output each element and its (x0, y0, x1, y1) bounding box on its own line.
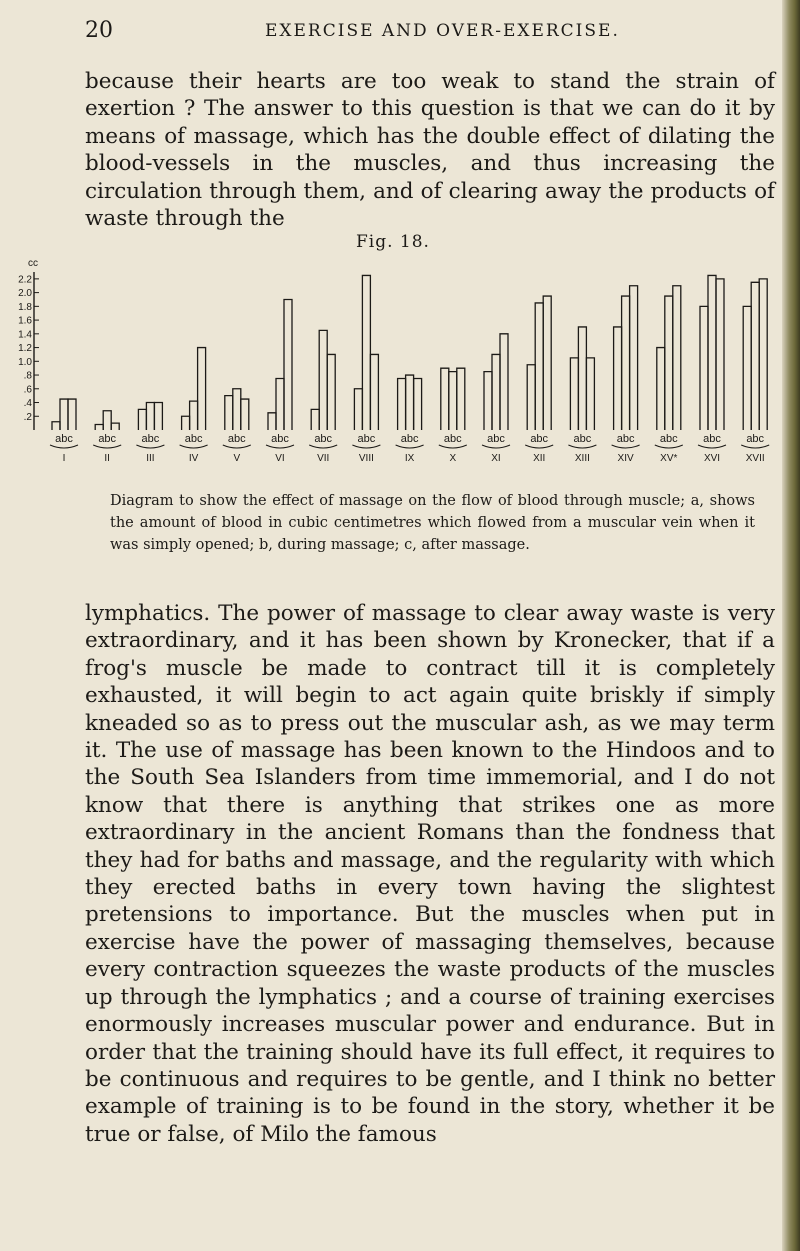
group-label: abc (659, 433, 678, 445)
y-tick-label: 1.4 (18, 329, 32, 341)
unit-label: cc (28, 258, 38, 269)
bar-a (182, 416, 190, 430)
bar-b (535, 303, 543, 430)
category-label: VI (275, 453, 285, 464)
header-title: EXERCISE AND OVER-EXERCISE. (265, 21, 620, 41)
category-label: X (449, 453, 457, 464)
group-label: abc (487, 433, 505, 445)
category-labels (63, 453, 765, 464)
bar-c (284, 299, 292, 430)
y-tick-label: 2.0 (18, 288, 32, 300)
group-brace (741, 445, 769, 448)
bar-c (673, 286, 681, 430)
group-brace (266, 445, 294, 448)
bar-a (657, 348, 665, 430)
y-tick-label: 2.2 (18, 274, 32, 286)
bar-chart (0, 252, 780, 492)
bar-b (319, 330, 327, 430)
category-label: XVI (703, 453, 721, 464)
group-brace (136, 445, 164, 448)
paragraph-top: because their hearts are too weak to stand the strain of exertion ? The answer to this question is that we can do it by means of massage, which has the double effect of dilating the blood-vessels in the muscles, and thus increasing the circulation through them, and of clearing away the products of waste through the (85, 69, 775, 232)
y-tick-label: .2 (23, 411, 32, 423)
group-brace (396, 445, 424, 448)
bar-a (354, 389, 362, 430)
category-label: XVII (745, 453, 765, 464)
bar-b (622, 296, 630, 430)
group-label: abc (98, 433, 117, 445)
bar-a (614, 327, 622, 430)
category-label: V (233, 453, 241, 464)
group-brace (309, 445, 337, 448)
group-brace (525, 445, 553, 448)
bar-a (268, 413, 276, 430)
group-brace (180, 445, 208, 448)
y-tick-label: 1.6 (18, 315, 32, 327)
bar-c (716, 279, 724, 430)
bar-a (138, 409, 146, 430)
group-brace (93, 445, 121, 448)
group-label: abc (357, 433, 376, 445)
y-tick-label: 1.2 (18, 343, 32, 355)
bars (52, 275, 767, 430)
bar-a (398, 378, 406, 430)
y-tick-label: .4 (23, 398, 32, 410)
group-labels (50, 433, 769, 448)
category-label: I (62, 453, 66, 464)
group-brace (223, 445, 251, 448)
bar-c (759, 279, 767, 430)
bar-b (406, 375, 414, 430)
group-label: abc (703, 433, 721, 445)
y-tick-label: 1.0 (18, 356, 32, 368)
bar-b (665, 296, 673, 430)
bar-b (449, 372, 457, 430)
category-label: III (146, 453, 155, 464)
bar-c (198, 348, 206, 430)
bar-c (457, 368, 465, 430)
group-label: abc (616, 433, 635, 445)
group-label: abc (271, 433, 289, 445)
bar-b (233, 389, 241, 430)
y-tick-label: .6 (23, 384, 32, 396)
group-label: abc (573, 433, 592, 445)
bar-b (190, 401, 198, 430)
category-label: XII (533, 453, 546, 464)
group-label: abc (530, 433, 549, 445)
group-label: abc (400, 433, 419, 445)
bar-c (327, 354, 335, 430)
group-brace (50, 445, 78, 448)
bar-b (751, 282, 759, 430)
figure-caption: Diagram to show the effect of massage on the flow of blood through muscle; a, shows the amount of blood in cubic centimetres which flowed from a muscular vein when it was simply opened; b, during massage; c, after massage. (110, 493, 755, 553)
bar-a (95, 425, 103, 430)
bar-a (527, 365, 535, 430)
bar-a (225, 396, 233, 430)
group-label: abc (184, 433, 203, 445)
bar-b (492, 354, 500, 430)
category-label: VII (317, 453, 330, 464)
bar-c (586, 358, 594, 430)
bar-c (111, 423, 119, 430)
bar-a (441, 368, 449, 430)
category-label: IX (404, 453, 415, 464)
figure-label: Fig. 18. (356, 232, 430, 252)
group-brace (612, 445, 640, 448)
bar-c (543, 296, 551, 430)
group-brace (655, 445, 683, 448)
bar-a (570, 358, 578, 430)
group-brace (568, 445, 596, 448)
bar-a (311, 409, 319, 430)
bar-c (154, 403, 162, 430)
bar-a (484, 372, 492, 430)
bar-b (276, 378, 284, 430)
group-label: abc (314, 433, 333, 445)
page-number: 20 (85, 18, 113, 43)
category-label: IV (188, 453, 199, 464)
bar-b (60, 399, 68, 430)
y-tick-label: 1.8 (18, 301, 32, 313)
bar-c (630, 286, 638, 430)
bar-b (578, 327, 586, 430)
group-label: abc (746, 433, 765, 445)
bar-a (700, 306, 708, 430)
bar-a (743, 306, 751, 430)
paragraph-bottom: lymphatics. The power of massage to clear away waste is very extraordinary, and it has been shown by Kronecker, that if a frog's muscle be made to contract till it is completely exhausted, it will begin to act again quite briskly if simply kneaded so as to press out the muscular ash, as we may term it. The use of massage has been known to the Hindoos and to the South Sea Islanders from time immemorial, and I do not know that there is anything that strikes one as more extraordinary in the ancient Romans than the fondness that they had for baths and massage, and the regularity with which they erected baths in every town having the slightest pretensions to importance. But the muscles when put in exercise have the power of massaging themselves, because every contraction squeezes the waste products of the muscles up through the lymphatics ; and a course of training exercises enormously increases muscular power and endurance. But in order that the training should have its full effect, it requires to be continuous and requires to be gentle, and I think no better example of training is to be found in the story, whether it be true or false, of Milo the famous (85, 601, 775, 1147)
category-label: XV* (660, 453, 678, 464)
bar-a (52, 422, 60, 430)
group-label: abc (227, 433, 246, 445)
category-label: XI (491, 453, 501, 464)
page-edge (782, 0, 800, 1251)
group-brace (698, 445, 726, 448)
y-ticks (18, 274, 39, 422)
category-label: XIV (617, 453, 634, 464)
bar-c (500, 334, 508, 430)
y-tick-label: .8 (23, 370, 32, 382)
category-label: II (104, 453, 110, 464)
bar-b (362, 275, 370, 430)
bar-c (370, 354, 378, 430)
group-brace (439, 445, 467, 448)
running-head (85, 18, 775, 48)
category-label: XIII (574, 453, 590, 464)
group-label: abc (55, 433, 73, 445)
group-brace (482, 445, 510, 448)
group-label: abc (443, 433, 462, 445)
bar-b (708, 275, 716, 430)
bar-b (103, 411, 111, 430)
bar-c (68, 399, 76, 430)
category-label: VIII (358, 453, 374, 464)
bar-c (414, 378, 422, 430)
bar-b (146, 403, 154, 430)
group-brace (352, 445, 380, 448)
bar-c (241, 399, 249, 430)
group-label: abc (141, 433, 160, 445)
